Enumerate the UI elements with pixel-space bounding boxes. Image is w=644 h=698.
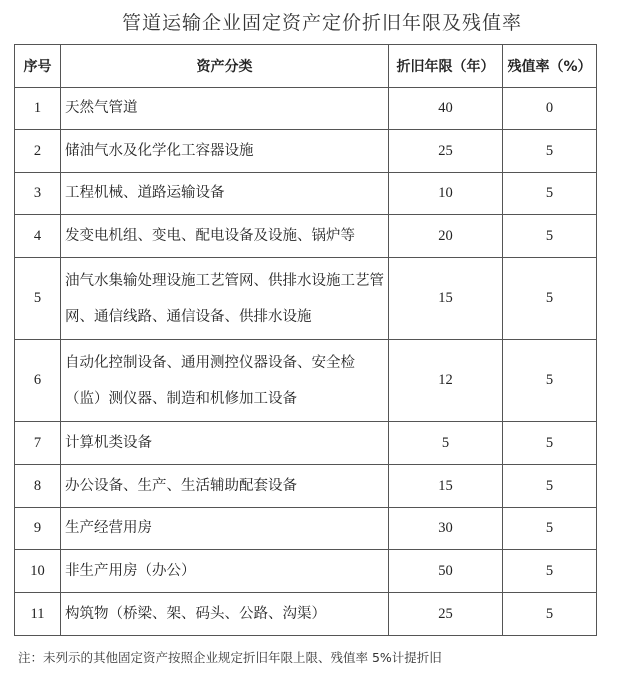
row-residual: 0 <box>503 88 597 130</box>
table-row <box>15 258 597 340</box>
row-years: 15 <box>389 465 503 508</box>
row-residual: 5 <box>503 593 597 636</box>
row-years: 25 <box>389 593 503 636</box>
row-category: 工程机械、道路运输设备 <box>61 173 389 215</box>
depreciation-table <box>14 44 597 636</box>
row-category: 自动化控制设备、通用测控仪器设备、安全检（监）测仪器、制造和机修加工设备 <box>61 340 389 422</box>
row-index: 2 <box>15 130 61 173</box>
row-years: 12 <box>389 340 503 422</box>
row-category: 非生产用房（办公） <box>61 550 389 593</box>
table-header-row <box>15 45 597 88</box>
header-category: 资产分类 <box>61 45 389 88</box>
row-residual: 5 <box>503 508 597 550</box>
row-years: 40 <box>389 88 503 130</box>
row-index: 7 <box>15 422 61 465</box>
table-row <box>15 173 597 215</box>
row-years: 50 <box>389 550 503 593</box>
header-years: 折旧年限（年） <box>389 45 503 88</box>
row-residual: 5 <box>503 422 597 465</box>
header-index: 序号 <box>15 45 61 88</box>
row-residual: 5 <box>503 550 597 593</box>
document-title: 管道运输企业固定资产定价折旧年限及残值率 <box>121 12 522 34</box>
table-row <box>15 130 597 173</box>
table-row <box>15 88 597 130</box>
row-index: 9 <box>15 508 61 550</box>
row-category: 办公设备、生产、生活辅助配套设备 <box>61 465 389 508</box>
row-residual: 5 <box>503 215 597 258</box>
row-category: 储油气水及化学化工容器设施 <box>61 130 389 173</box>
row-index: 5 <box>15 258 61 340</box>
row-index: 1 <box>15 88 61 130</box>
footnote: 注：未列示的其他固定资产按照企业规定折旧年限上限、残值率 5%计提折旧 <box>18 650 442 665</box>
row-years: 5 <box>389 422 503 465</box>
row-index: 8 <box>15 465 61 508</box>
table-row <box>15 465 597 508</box>
row-index: 6 <box>15 340 61 422</box>
table-row <box>15 508 597 550</box>
row-index: 4 <box>15 215 61 258</box>
row-index: 11 <box>15 593 61 636</box>
row-residual: 5 <box>503 465 597 508</box>
row-index: 3 <box>15 173 61 215</box>
row-years: 20 <box>389 215 503 258</box>
row-years: 10 <box>389 173 503 215</box>
row-index: 10 <box>15 550 61 593</box>
row-residual: 5 <box>503 130 597 173</box>
header-residual: 残值率（%） <box>503 45 597 88</box>
row-category: 计算机类设备 <box>61 422 389 465</box>
table-row <box>15 593 597 636</box>
row-years: 30 <box>389 508 503 550</box>
table-row <box>15 340 597 422</box>
table-row <box>15 550 597 593</box>
row-category: 生产经营用房 <box>61 508 389 550</box>
row-category: 油气水集输处理设施工艺管网、供排水设施工艺管网、通信线路、通信设备、供排水设施 <box>61 258 389 340</box>
row-residual: 5 <box>503 340 597 422</box>
row-category: 发变电机组、变电、配电设备及设施、锅炉等 <box>61 215 389 258</box>
row-residual: 5 <box>503 173 597 215</box>
row-category: 构筑物（桥梁、架、码头、公路、沟渠） <box>61 593 389 636</box>
table-row <box>15 215 597 258</box>
row-residual: 5 <box>503 258 597 340</box>
row-years: 15 <box>389 258 503 340</box>
table-row <box>15 422 597 465</box>
row-category: 天然气管道 <box>61 88 389 130</box>
row-years: 25 <box>389 130 503 173</box>
